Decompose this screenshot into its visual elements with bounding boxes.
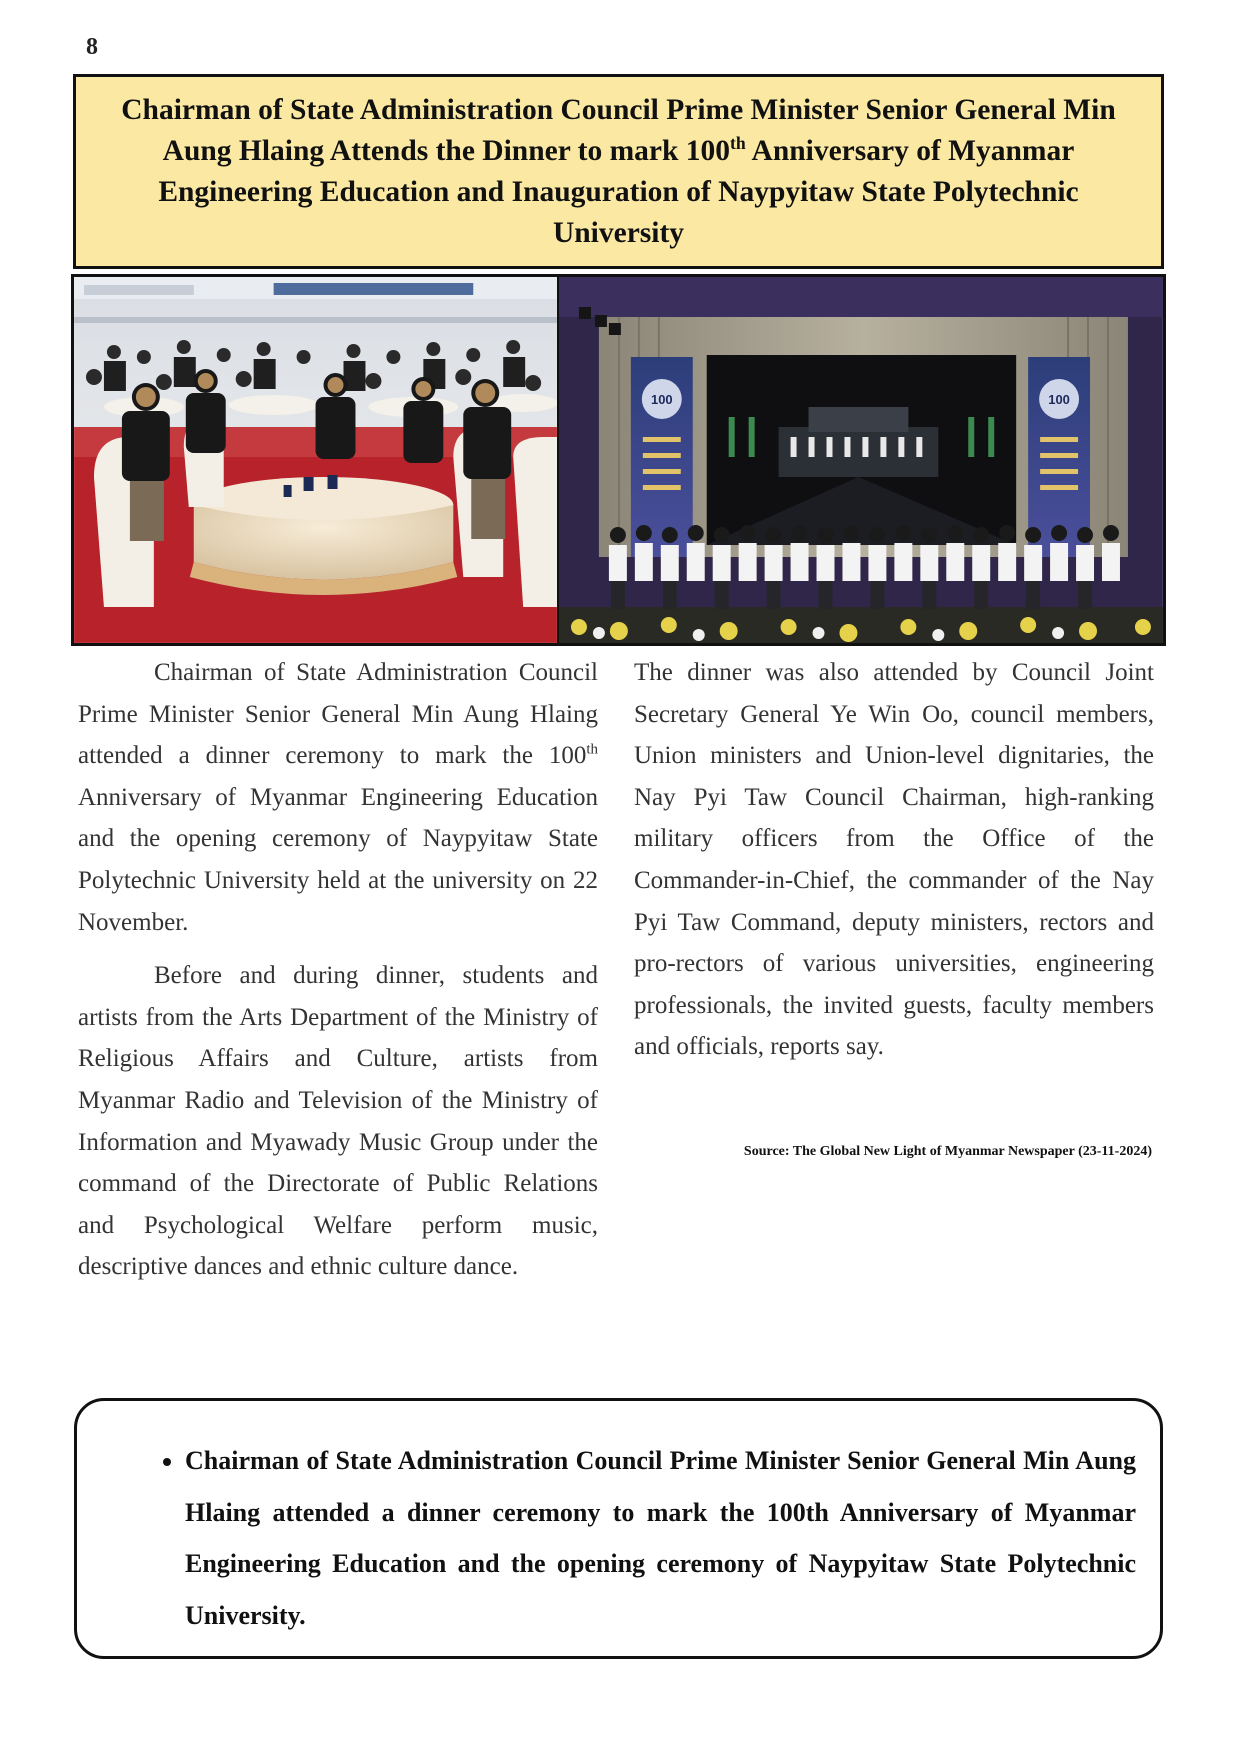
source-credit: Source: The Global New Light of Myanmar Newspaper (23-11-2024): [743, 1144, 1152, 1159]
page-title: Chairman of State Administration Council Prime Minister Senior General Min Aung Hlaing Attends the Dinner to mark 100th Anniversary of Myanmar Engineering Education and Inauguration of Naypyitaw State Polytechnic University: [121, 93, 1116, 249]
summary-list: [129, 1435, 1136, 1641]
title-box: [73, 74, 1164, 269]
photo-strip: [71, 274, 1166, 646]
page-number: 8: [86, 34, 98, 60]
dinner-table-photo: [74, 277, 559, 643]
summary-item: • Chairman of State Administration Council Prime Minister Senior General Min Aung Hlaing attended a dinner ceremony to mark the 100th Anniversary of Myanmar Engineering Education and the opening ceremony of Naypyitaw State Polytechnic University.: [185, 1435, 1136, 1641]
stage-performance-photo: [559, 277, 1163, 643]
banner-left-100: 100: [651, 391, 673, 408]
left-paragraph-2: Before and during dinner, students and artists from the Arts Department of the Ministry of Religious Affairs and Culture, artists from Myanmar Radio and Television of the Ministry of Information and Myawady Music Group under the command of the Directorate of Public Relations and Psychological Welfare perform music, descriptive dances and ethnic culture dance.: [78, 962, 598, 1281]
left-paragraph-1: Chairman of State Administration Council Prime Minister Senior General Min Aung Hlaing attended a dinner ceremony to mark the 100th Anniversary of Myanmar Engineering Education and the opening ceremony of Naypyitaw State Polytechnic University held at the university on 22 November.: [78, 659, 598, 936]
right-column: [634, 652, 1154, 1080]
right-paragraph-1: The dinner was also attended by Council Joint Secretary General Ye Win Oo, council members, Union ministers and Union-level dignitaries, the Nay Pyi Taw Council Chairman, high-ranking military officers from the Office of the Commander-in-Chief, the commander of the Nay Pyi Taw Command, deputy ministers, rectors and pro-rectors of various universities, engineering professionals, the invited guests, faculty members and officials, reports say.: [634, 659, 1154, 1061]
summary-box: [74, 1398, 1163, 1659]
banner-right-100: 100: [1048, 391, 1071, 408]
left-column: [78, 652, 598, 1300]
